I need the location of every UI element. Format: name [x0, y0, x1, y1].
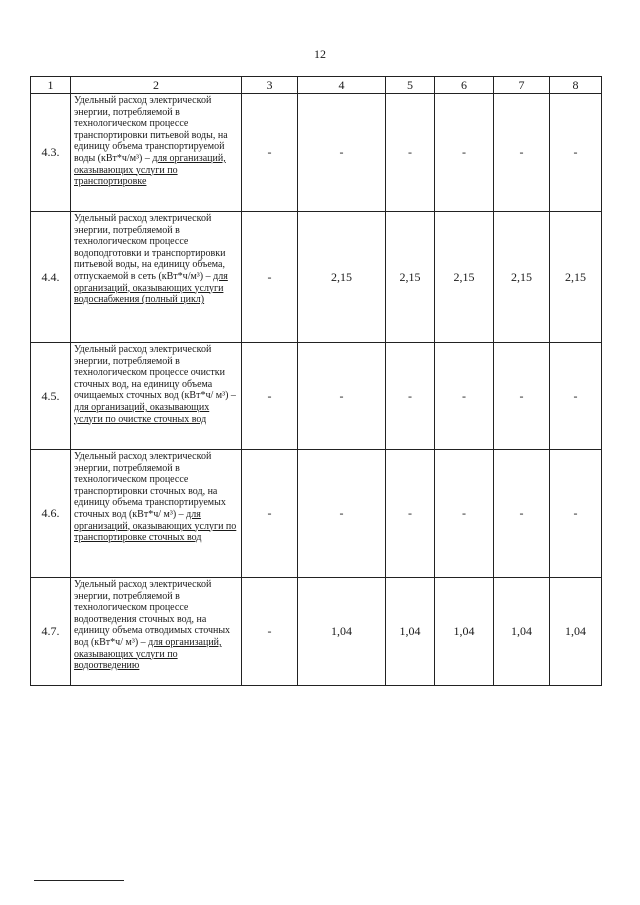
row-number: 4.3.: [31, 94, 71, 212]
table-row: [31, 450, 602, 578]
header-cell: 2: [71, 77, 242, 94]
description-text: Удельный расход электрической энергии, потребляемой в технологическом процессе транспортировки питьевой воды, на единицу объема транспортируемой воды (кВт*ч/м³) –: [74, 95, 228, 164]
footnote-separator: [34, 880, 124, 881]
value-cell: -: [242, 94, 298, 212]
value-cell: 2,15: [435, 212, 494, 343]
description-note: для организаций, оказывающих услуги по очистке сточных вод: [74, 401, 210, 425]
header-cell: 8: [550, 77, 602, 94]
row-number: 4.7.: [31, 578, 71, 686]
table-row: [31, 212, 602, 343]
row-description: [71, 94, 242, 212]
table-row: [31, 343, 602, 450]
header-cell: 7: [494, 77, 550, 94]
value-cell: -: [435, 343, 494, 450]
value-cell: -: [435, 94, 494, 212]
description-note: для организаций, оказывающих услуги по транспортировке сточных вод: [74, 508, 237, 544]
header-row: [31, 77, 602, 94]
table-row: [31, 578, 602, 686]
header-cell: 1: [31, 77, 71, 94]
row-number: 4.5.: [31, 343, 71, 450]
value-cell: -: [298, 450, 386, 578]
value-cell: -: [550, 450, 602, 578]
row-description: [71, 212, 242, 343]
value-cell: -: [242, 212, 298, 343]
value-cell: 1,04: [494, 578, 550, 686]
description-text: Удельный расход электрической энергии, потребляемой в технологическом процессе очистки сточных вод, на единицу объема очищаемых сточных вод (кВт*ч/ м³) –: [74, 344, 236, 402]
value-cell: -: [242, 450, 298, 578]
value-cell: -: [242, 343, 298, 450]
row-description: [71, 450, 242, 578]
value-cell: 2,15: [494, 212, 550, 343]
description-note: для организаций, оказывающих услуги по водоотведению: [74, 636, 222, 672]
row-number: 4.4.: [31, 212, 71, 343]
row-description: [71, 578, 242, 686]
description-text: Удельный расход электрической энергии, потребляемой в технологическом процессе транспортировки сточных вод, на единицу объема транспортируемых сточных вод (кВт*ч/ м³) –: [74, 451, 226, 520]
value-cell: -: [386, 450, 435, 578]
page-number: 12: [314, 47, 326, 61]
value-cell: -: [494, 94, 550, 212]
row-description: [71, 343, 242, 450]
row-number: 4.6.: [31, 450, 71, 578]
value-cell: -: [435, 450, 494, 578]
description-note: для организаций, оказывающих услуги по транспортировке: [74, 152, 226, 188]
value-cell: -: [298, 94, 386, 212]
value-cell: -: [550, 343, 602, 450]
indicators-table: [30, 76, 602, 686]
value-cell: 2,15: [386, 212, 435, 343]
description-note: для организаций, оказывающих услуги водоснабжения (полный цикл): [74, 270, 228, 306]
description-text: Удельный расход электрической энергии, потребляемой в технологическом процессе водоотведения сточных вод, на единицу объема отводимых сточных вод (кВт*ч/ м³) –: [74, 579, 231, 648]
value-cell: -: [494, 450, 550, 578]
table-row: [31, 94, 602, 212]
value-cell: 2,15: [550, 212, 602, 343]
value-cell: 1,04: [298, 578, 386, 686]
value-cell: 1,04: [550, 578, 602, 686]
value-cell: 1,04: [435, 578, 494, 686]
value-cell: -: [494, 343, 550, 450]
value-cell: -: [386, 94, 435, 212]
value-cell: -: [242, 578, 298, 686]
value-cell: -: [298, 343, 386, 450]
value-cell: -: [550, 94, 602, 212]
value-cell: 2,15: [298, 212, 386, 343]
header-cell: 3: [242, 77, 298, 94]
value-cell: -: [386, 343, 435, 450]
value-cell: 1,04: [386, 578, 435, 686]
header-cell: 6: [435, 77, 494, 94]
description-text: Удельный расход электрической энергии, потребляемой в технологическом процессе водоподготовки и транспортировки питьевой воды, на единицу объема, отпускаемой в сеть (кВт*ч/м³) –: [74, 213, 226, 282]
header-cell: 5: [386, 77, 435, 94]
header-cell: 4: [298, 77, 386, 94]
